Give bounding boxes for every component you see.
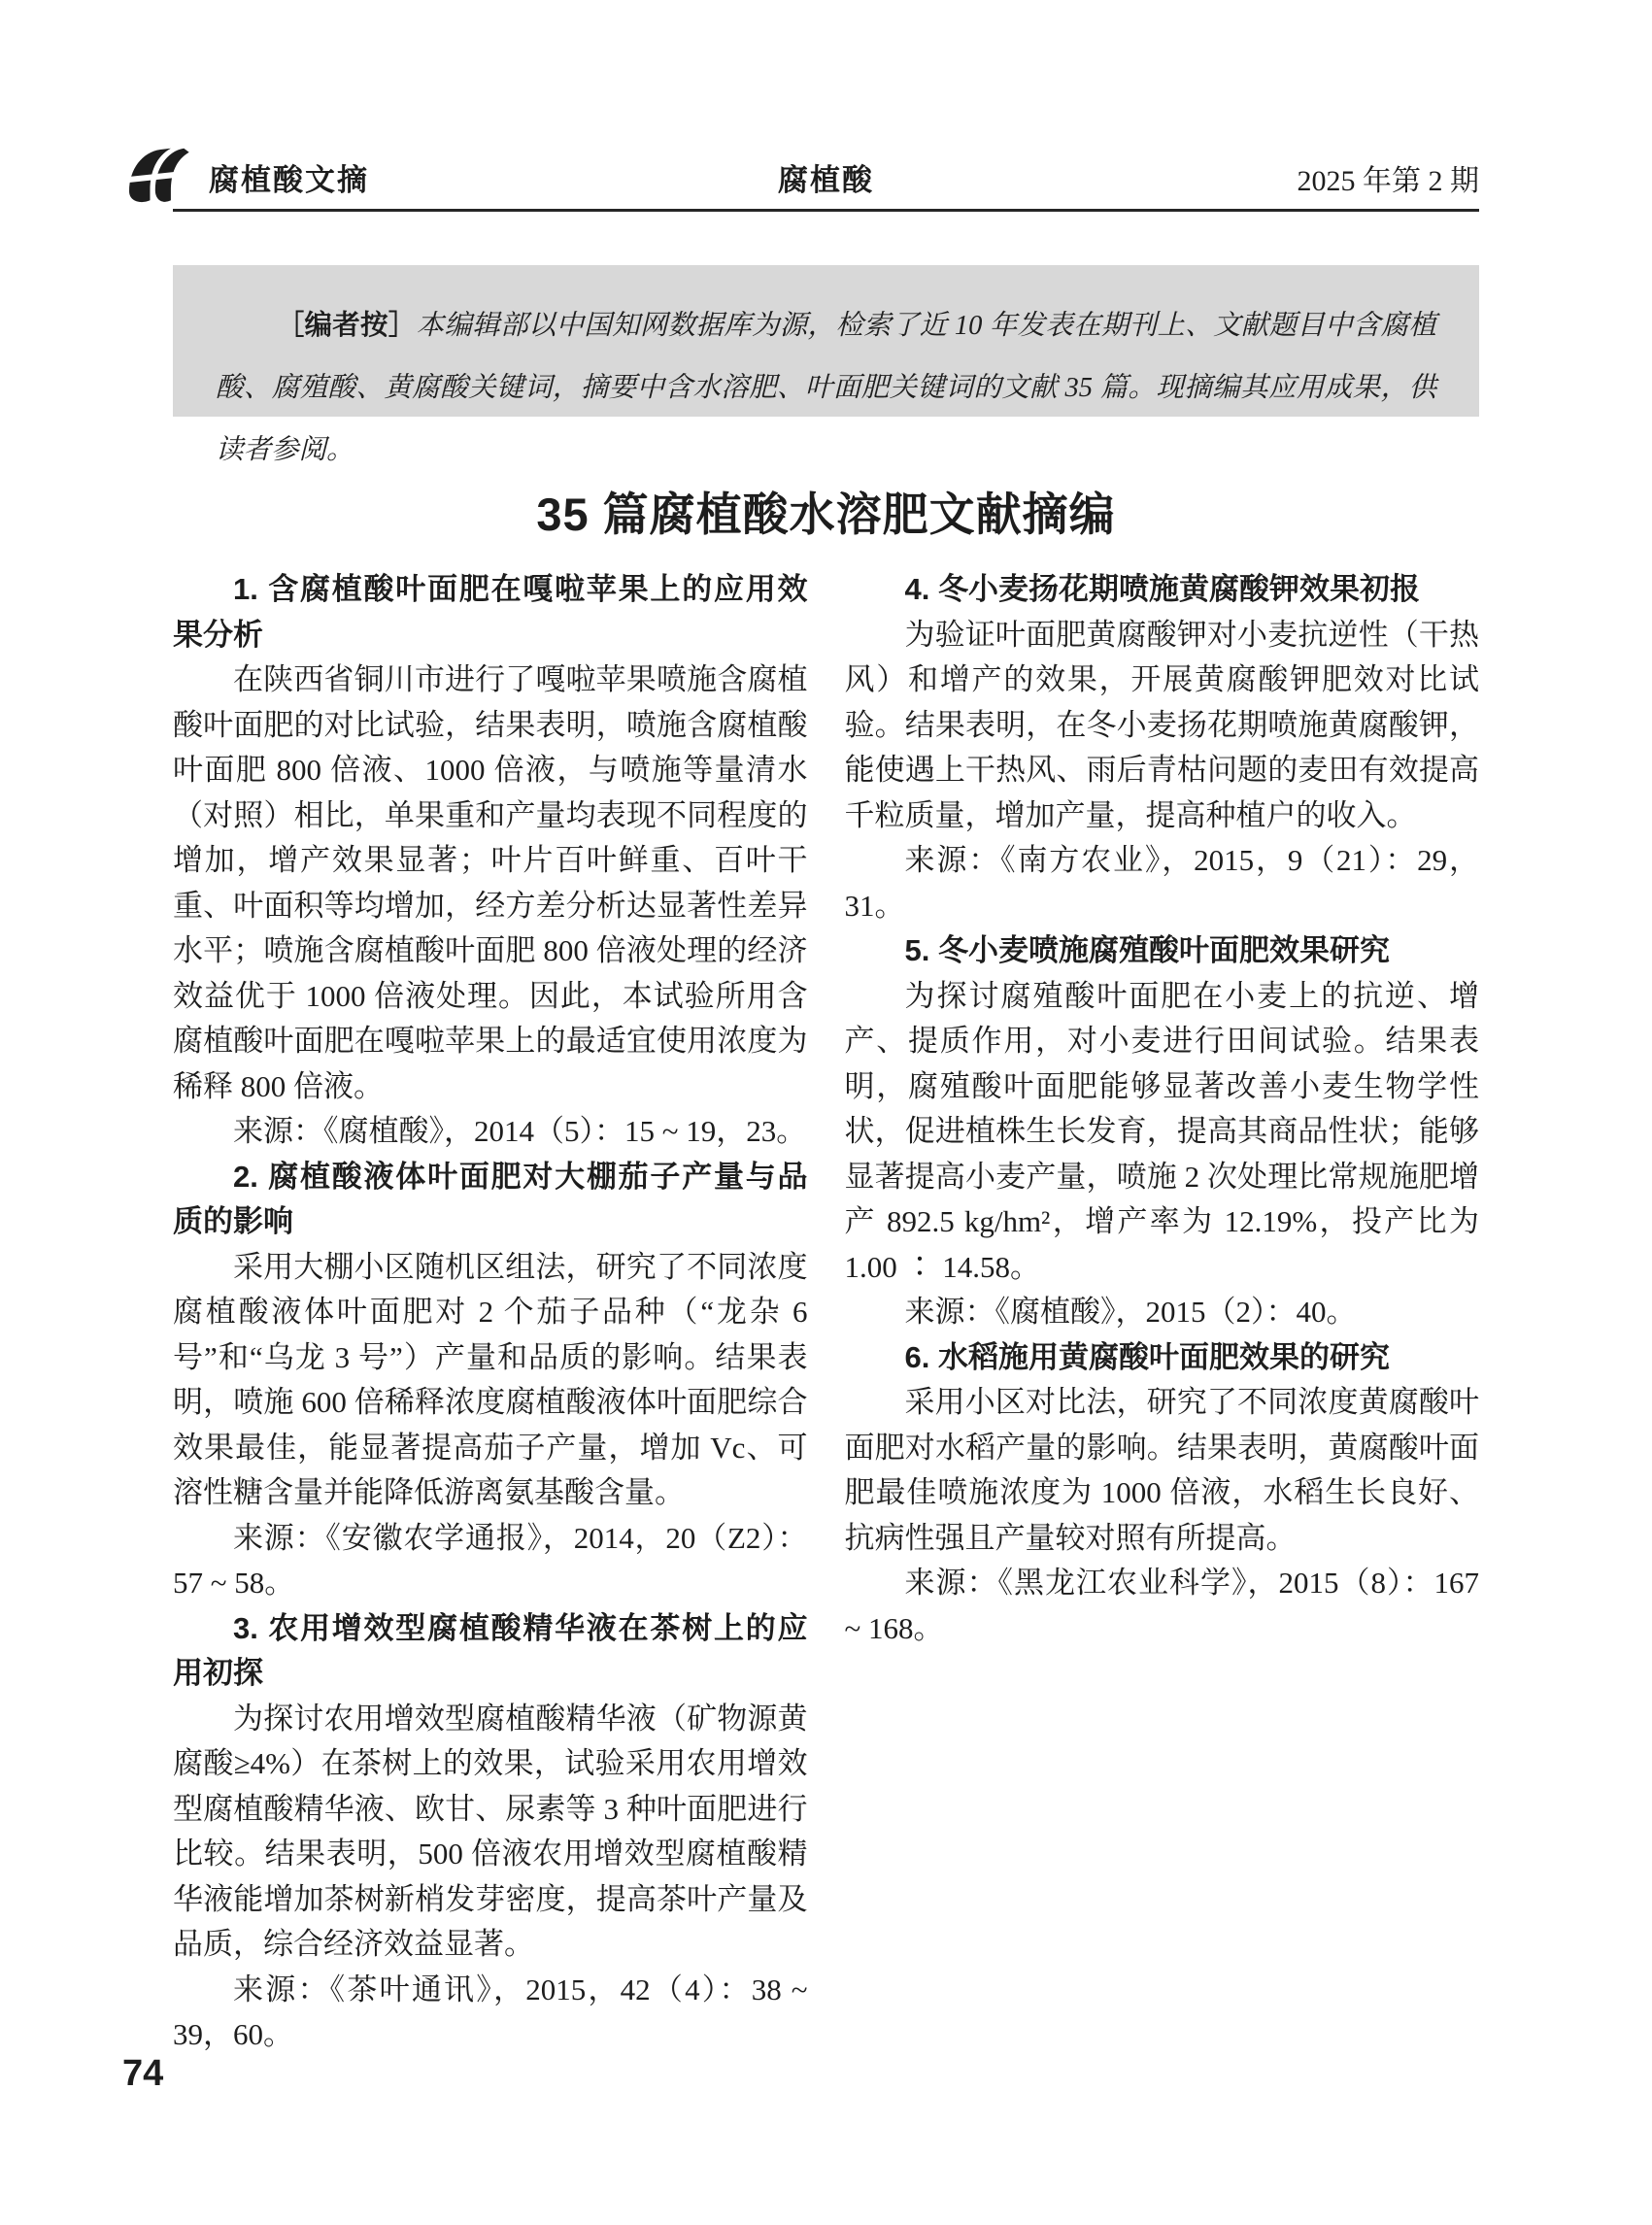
header-issue: 2025 年第 2 期 — [1297, 165, 1479, 197]
entry-source: 来源：《腐植酸》，2015（2）：40。 — [904, 1295, 1357, 1329]
column-right — [845, 567, 1480, 2058]
entry-heading: 3. 农用增效型腐植酸精华液在茶树上的应用初探 — [173, 1610, 808, 1690]
entry-heading: 6. 水稻施用黄腐酸叶面肥效果的研究 — [904, 1339, 1390, 1374]
entry-heading: 5. 冬小麦喷施腐殖酸叶面肥效果研究 — [904, 933, 1390, 967]
journal-name: 腐植酸文摘 — [209, 163, 369, 197]
column-left — [173, 567, 808, 2058]
masthead — [0, 0, 1652, 214]
entry-source: 来源：《黑龙江农业科学》，2015（8）：167 ~ 168。 — [844, 1566, 1479, 1645]
entry-source: 来源：《茶叶通讯》，2015，42（4）：38 ~ 39，60。 — [173, 1972, 808, 2051]
article-body — [173, 567, 1479, 2058]
article-title: 35 篇腐植酸水溶肥文献摘编 — [536, 489, 1116, 541]
header-rule — [173, 209, 1479, 212]
entry-body: 采用小区对比法，研究了不同浓度黄腐酸叶面肥对水稻产量的影响。结果表明，黄腐酸叶面肥最佳喷施浓度为 1000 倍液，水稻生长良好、抗病性强且产量较对照有所提高。 — [844, 1385, 1479, 1555]
editor-note-label: ［编者按］ — [276, 310, 417, 341]
editor-note-paragraph — [216, 294, 1436, 482]
entry-body: 为探讨农用增效型腐植酸精华液（矿物源黄腐酸≥4%）在茶树上的效果，试验采用农用增效型腐植酸精华液、欧甘、尿素等 3 种叶面肥进行比较。结果表明，500 倍液农用增效型腐植酸精华液能增加茶树新梢发芽密度，提高茶叶产量及品质，综合经济效益显著。 — [173, 1701, 808, 1961]
entry-body: 在陕西省铜川市进行了嘎啦苹果喷施含腐植酸叶面肥的对比试验，结果表明，喷施含腐植酸叶面肥 800 倍液、1000 倍液，与喷施等量清水（对照）相比，单果重和产量均表现不同程度的增加，增产效果显著；叶片百叶鲜重、百叶干重、叶面积等均增加，经方差分析达显著性差异水平；喷施含腐植酸叶面肥 800 倍液处理的经济效益优于 1000 倍液处理。因此，本试验所用含腐植酸叶面肥在嘎啦苹果上的最适宜使用浓度为稀释 800 倍液。 — [173, 662, 808, 1103]
header-section-title: 腐植酸 — [778, 163, 874, 197]
page-number: 74 — [122, 2053, 164, 2094]
editor-note-text: 本编辑部以中国知网数据库为源，检索了近 10 年发表在期刊上、文献题目中含腐植酸、腐殖酸、黄腐酸关键词，摘要中含水溶肥、叶面肥关键词的文献 35 篇。现摘编其应用成果，供读者参阅。 — [216, 311, 1436, 465]
entry-body: 采用大棚小区随机区组法，研究了不同浓度腐植酸液体叶面肥对 2 个茄子品种（“龙杂 6 号”和“乌龙 3 号”）产量和品质的影响。结果表明，喷施 600 倍稀释浓度腐植酸液体叶面肥综合效果最佳，能显著提高茄子产量，增加 Vc、可溶性糖含量并能降低游离氨基酸含量。 — [173, 1249, 808, 1509]
entry-source: 来源：《安徽农学通报》，2014，20（Z2）：57 ~ 58。 — [173, 1520, 808, 1600]
entry-body: 为探讨腐殖酸叶面肥在小麦上的抗逆、增产、提质作用，对小麦进行田间试验。结果表明，腐殖酸叶面肥能够显著改善小麦生物学性状，促进植株生长发育，提高其商品性状；能够显著提高小麦产量，喷施 2 次处理比常规施肥增产 892.5 kg/hm²，增产率为 12.19%，投产比为 1.00 ∶ 14.58。 — [844, 978, 1479, 1284]
entry-source: 来源：《南方农业》，2015，9（21）：29，31。 — [844, 843, 1479, 923]
entry-heading: 1. 含腐植酸叶面肥在嘎啦苹果上的应用效果分析 — [173, 572, 808, 652]
entry-heading: 4. 冬小麦扬花期喷施黄腐酸钾效果初报 — [904, 572, 1420, 606]
entry-body: 为验证叶面肥黄腐酸钾对小麦抗逆性（干热风）和增产的效果，开展黄腐酸钾肥效对比试验。结果表明，在冬小麦扬花期喷施黄腐酸钾，能使遇上干热风、雨后青枯问题的麦田有效提高千粒质量，增加产量，提高种植户的收入。 — [844, 617, 1479, 832]
entry-heading: 2. 腐植酸液体叶面肥对大棚茄子产量与品质的影响 — [173, 1159, 808, 1238]
editor-note-box — [173, 265, 1479, 465]
entry-source: 来源：《腐植酸》，2014（5）：15 ~ 19，23。 — [233, 1114, 807, 1148]
